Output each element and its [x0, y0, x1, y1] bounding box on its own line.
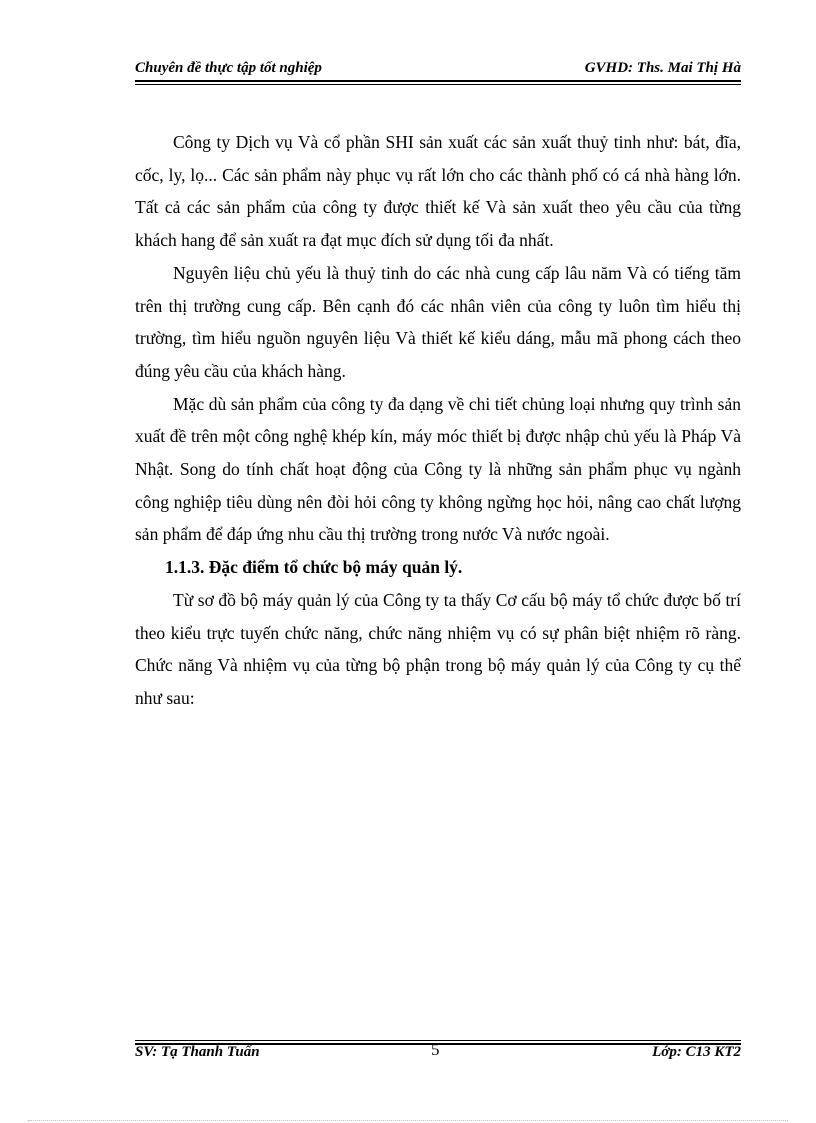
header-supervisor: GVHD: Ths. Mai Thị Hà — [584, 60, 741, 76]
footer-class: Lớp: C13 KT2 — [652, 1044, 741, 1060]
paragraph-1: Công ty Dịch vụ Và cổ phần SHI sản xuất các sản xuất thuỷ tinh như: bát, đĩa, cốc, ly, lọ... Các sản phẩm này phục vụ rất lớn cho các thành phố có cá nhà hàng lớn. Tất cả các sản phẩm của công ty được thiết kế Và sản xuất theo yêu cầu của từng khách hang để sản xuất ra đạt mục đích sử dụng tối đa nhất. — [135, 132, 741, 251]
page-edge-divider — [28, 1120, 788, 1121]
paragraph-4: Từ sơ đồ bộ máy quản lý của Công ty ta thấy Cơ cấu bộ máy tổ chức được bố trí theo kiểu trực tuyến chức năng, chức năng nhiệm vụ có sự phân biệt nhiệm rõ ràng. Chức năng Và nhiệm vụ của từng bộ phận trong bộ máy quản lý của Công ty cụ thể như sau: — [135, 589, 741, 708]
page-number: 5 — [431, 1040, 440, 1059]
page-body — [135, 126, 741, 715]
header-rule — [135, 80, 741, 82]
header-rule-thin — [135, 84, 741, 85]
page-header — [135, 60, 741, 77]
header-document-title: Chuyên đề thực tập tốt nghiệp — [135, 60, 322, 76]
footer-student: SV: Tạ Thanh Tuấn — [135, 1044, 260, 1060]
paragraph-3: Mặc dù sản phẩm của công ty đa dạng về chi tiết chủng loại nhưng quy trình sản xuất đề trên một công nghệ khép kín, máy móc thiết bị được nhập chủ yếu là Pháp Và Nhật. Song do tính chất hoạt động của Công ty là những sản phẩm phục vụ ngành công nghiệp tiêu dùng nên đòi hỏi công ty không ngừng học hỏi, nâng cao chất lượng sản phẩm để đáp ứng nhu cầu thị trường trong nước Và nước ngoài. — [135, 393, 741, 545]
page-footer — [135, 1040, 741, 1066]
section-heading: 1.1.3. Đặc điểm tổ chức bộ máy quản lý. — [165, 557, 463, 578]
paragraph-2: Nguyên liệu chủ yếu là thuỷ tinh do các nhà cung cấp lâu năm Và có tiếng tăm trên thị trường cung cấp. Bên cạnh đó các nhân viên của công ty luôn tìm hiểu thị trường, tìm hiểu nguồn nguyên liệu Và thiết kế kiểu dáng, mẫu mã phong cách theo đúng yêu cầu của khách hàng. — [135, 262, 741, 381]
